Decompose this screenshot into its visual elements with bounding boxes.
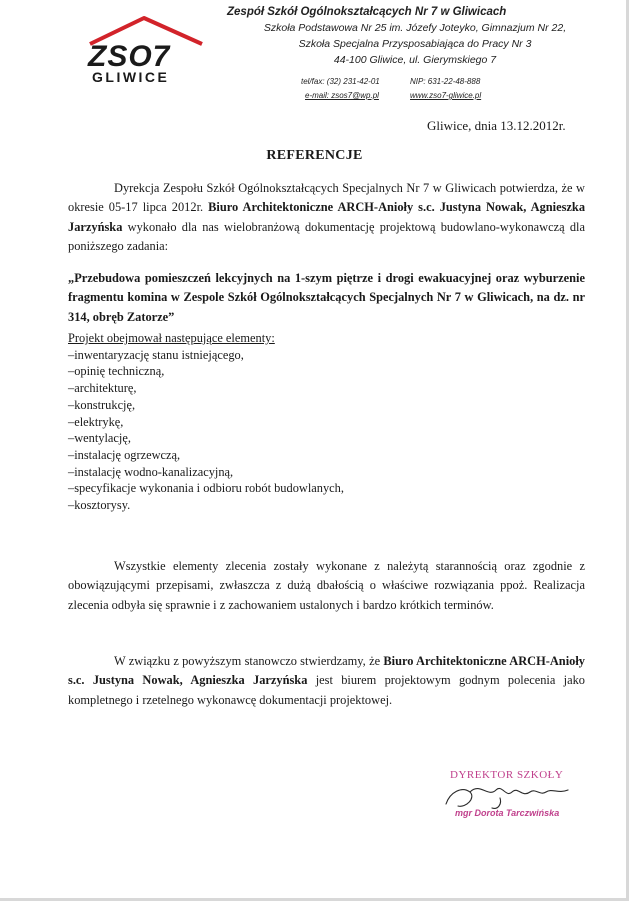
list-item: –kosztorysy. <box>68 498 131 513</box>
company-name: Biuro Architektoniczne ARCH-Anioły s.c. Justyna Nowak, Agnieszka Jarzyńska <box>68 200 586 234</box>
handwritten-signature <box>440 768 590 828</box>
list-item: –specyfikacje wykonania i odbioru robót budowlanych, <box>68 481 344 496</box>
scope-list <box>68 330 585 514</box>
letterhead <box>225 6 605 100</box>
recommendation-paragraph: W związku z powyższym stanowczo stwierdzamy, że Biuro Architektoniczne ARCH-Anioły s.c. Justyna Nowak, Agnieszka Jarzyńska jest biurem projektowym godnym polecenia jako kompletnego i rzetelnego wykonawcę dokumentacji projektowej. <box>68 654 585 707</box>
quality-paragraph: Wszystkie elementy zlecenia zostały wykonane z należytą starannością oraz zgodnie z obowiązującymi przepisami, zwłaszcza z dużą dbałością o właściwe rozwiązania ppoż. Realizacja zlecenia odbyła się sprawnie i z zachowaniem ustalonych i bardzo krótkich terminów. <box>68 559 585 612</box>
school-units-line: Szkoła Podstawowa Nr 25 im. Józefy Joteyko, Gimnazjum Nr 22, <box>263 22 567 34</box>
school-units-line-2: Szkoła Specjalna Przysposabiająca do Pracy Nr 3 <box>298 38 532 50</box>
intro-paragraph: Dyrekcja Zespołu Szkół Ogólnokształcących Specjalnych Nr 7 w Gliwicach potwierdza, że w okresie 05-17 lipca 2012r. Biuro Architektoniczne ARCH-Anioły s.c. Justyna Nowak, Agnieszka Jarzyńska wykonało dla nas wielobranżową dokumentację projektową budowlano-wykonawczą dla poniższego zadania: <box>68 181 586 253</box>
logo-text: ZSO7 <box>88 40 171 73</box>
list-item: –inwentaryzację stanu istniejącego, <box>68 347 244 362</box>
director-name: mgr Dorota Tarczwińska <box>455 808 560 818</box>
school-logo <box>84 14 214 86</box>
list-item: –konstrukcję, <box>68 397 136 412</box>
logo-city: GLIWICE <box>92 69 170 85</box>
email-link[interactable]: e-mail: zsos7@wp.pl <box>305 91 379 100</box>
nip-number: NIP: 631-22-48-888 <box>410 77 481 86</box>
list-item: –opinię techniczną, <box>68 364 165 379</box>
list-item: –instalację ogrzewczą, <box>68 447 181 462</box>
letter-date: Gliwice, dnia 13.12.2012r. <box>427 118 566 133</box>
school-name: Zespół Szkół Ogólnokształcących Nr 7 w Gliwicach <box>227 6 507 18</box>
stamp-title: DYREKTOR SZKOŁY <box>450 769 564 781</box>
list-item: –elektrykę, <box>68 414 124 429</box>
company-name: Biuro Architektoniczne ARCH-Anioły s.c. Justyna Nowak, Agnieszka Jarzyńska <box>68 654 585 688</box>
list-item: –instalację wodno-kanalizacyjną, <box>68 464 234 479</box>
task-description: „Przebudowa pomieszczeń lekcyjnych na 1-szym piętrze i drogi ewakuacyjnej oraz wyburzenie fragmentu komina w Zespole Szkół Ogólnokształcących Specjalnych Nr 7 w Gliwicach, na dz. nr 314, obręb Zatorze” <box>68 271 585 324</box>
document-title: REFERENCJE <box>266 148 363 163</box>
website-link[interactable]: www.zso7-gliwice.pl <box>410 91 482 100</box>
list-item: –wentylację, <box>68 431 131 446</box>
scope-header: Projekt obejmował następujące elementy: <box>68 331 275 345</box>
phone-number: tel/fax: (32) 231-42-01 <box>301 77 380 86</box>
school-address: 44-100 Gliwice, ul. Gierymskiego 7 <box>333 54 497 66</box>
list-item: –architekturę, <box>68 381 137 396</box>
